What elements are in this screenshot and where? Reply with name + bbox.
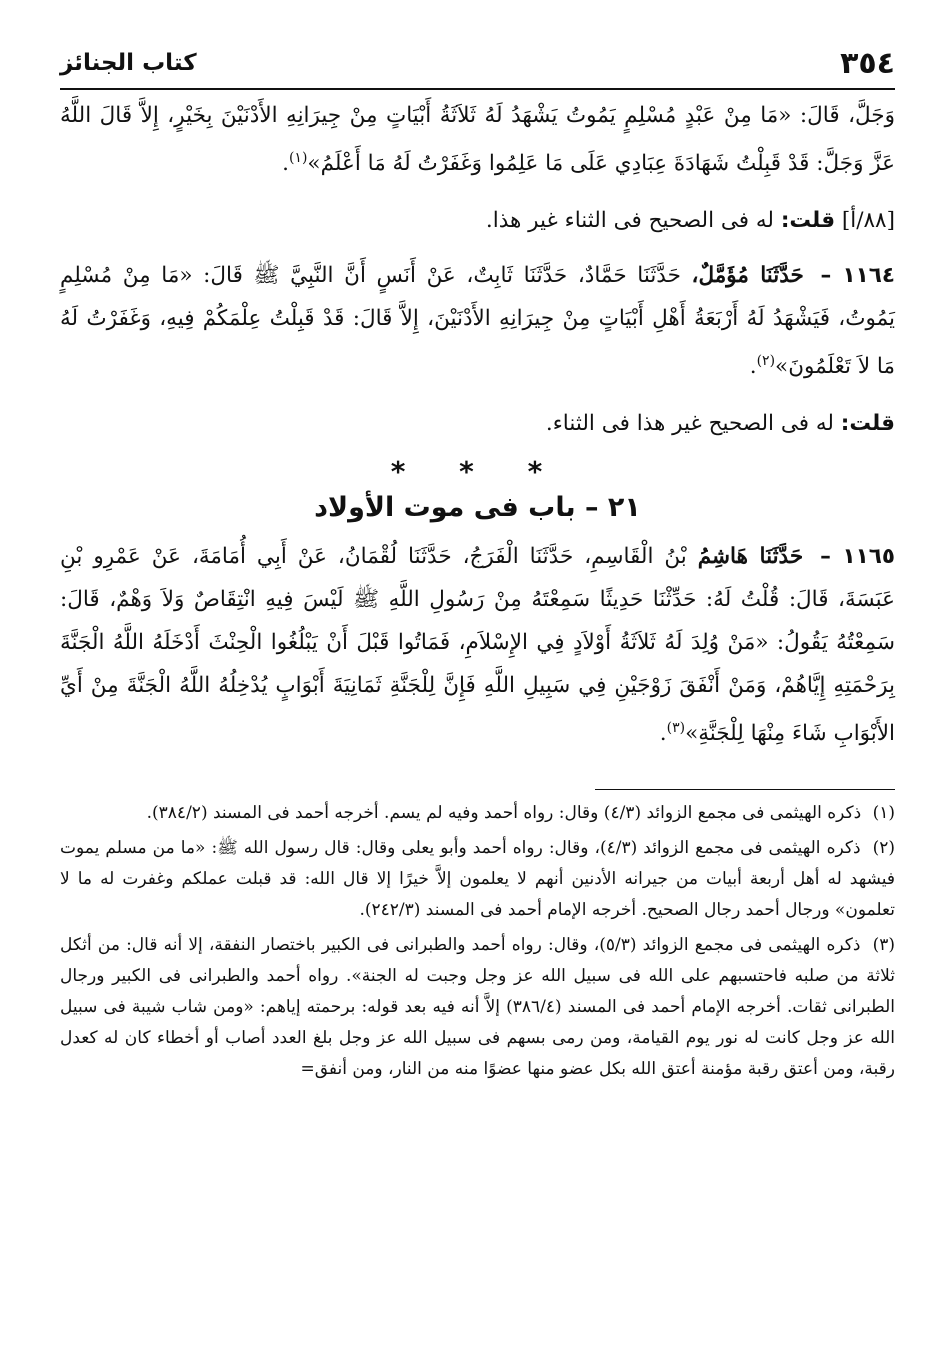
folio-marker: [٨٨/أ]	[841, 208, 895, 234]
footnote-text: ذكره الهيثمى فى مجمع الزوائد (٤/٣)، وقال: رواه أحمد وأبو يعلى وقال: قال رسول الله ﷺ: «ما من مسلم يموت فيشهد له أهل أربعة أبيات من جيرانه الأدنين أنهم لا يعلمون إلاَّ خيرًا إلا قال الله: قد قبلت عملكم وغفرت له ما لا تعلمون» ورجال أحمد رجال الصحيح. أخرجه الإمام أحمد فى المسند (٢٤٢/٣).	[60, 838, 895, 921]
paragraph-continued	[60, 94, 895, 185]
hadith-number: ١١٦٤ –	[820, 263, 896, 289]
chapter-heading: ٢١ – باب فى موت الأولاد	[314, 492, 641, 524]
footnote-ref: (٢)	[756, 353, 776, 370]
running-header	[60, 40, 895, 90]
paragraph-end: .	[282, 151, 289, 177]
document-page	[60, 40, 895, 1340]
hadith-1165	[60, 535, 895, 755]
footnote-1	[60, 798, 895, 829]
footnote-3	[60, 930, 895, 1085]
book-title: كتاب الجنائز	[60, 50, 197, 76]
hadith-number: ١١٦٥ –	[820, 544, 895, 570]
hadith-chain-start: حَدَّثَنَا مُؤَمَّلٌ،	[691, 263, 804, 289]
footnote-number: (١)	[872, 803, 895, 824]
hadith-text: حَدَّثَنَا حَمَّادٌ، حَدَّثَنَا ثَابِتٌ، عَنْ أَنَسٍ أَنَّ النَّبِيَّ ﷺ قَالَ: «مَا مِنْ مُسْلِمٍ يَمُوتُ، فَيَشْهَدُ لَهُ أَرْبَعَةُ أَهْلِ أَبْيَاتٍ مِنْ جِيرَانِهِ الأَدْنَيْنَ، إِلاَّ قَالَ: قَدْ قَبِلْتُ عِلْمَكُمْ فِيهِ، وَغَفَرْتُ لَهُ مَا لاَ تَعْلَمُونَ»	[60, 263, 895, 380]
section-separator: * * *	[390, 455, 565, 489]
note-text: له فى الصحيح فى الثناء غير هذا.	[485, 208, 774, 234]
footnote-divider	[595, 789, 895, 790]
footnote-number: (٣)	[872, 935, 895, 956]
page-number: ٣٥٤	[840, 46, 895, 81]
footnote-text: ذكره الهيثمى فى مجمع الزوائد (٤/٣) وقال: رواه أحمد وفيه لم يسم. أخرجه أحمد فى المسند (٣٨٤/٢).	[146, 803, 862, 824]
footnote-number: (٢)	[872, 838, 895, 859]
footnote-ref: (٣)	[666, 720, 686, 737]
editor-note	[60, 199, 895, 242]
paragraph-end: .	[749, 354, 757, 380]
note-label: قلت:	[840, 411, 895, 437]
paragraph-text: وَجَلَّ، قَالَ: «مَا مِنْ عَبْدٍ مُسْلِمٍ يَمُوتُ يَشْهَدُ لَهُ ثَلاَثَةُ أَبْيَاتٍ مِنْ جِيرَانِهِ الأَدْنَيْنَ بِخَيْرٍ، إِلاَّ قَالَ اللَّهُ عَزَّ وَجَلَّ: قَدْ قَبِلْتُ شَهَادَةَ عِبَادِي عَلَى مَا عَلِمُوا وَغَفَرْتُ لَهُ مَا أَعْلَمُ»	[60, 103, 895, 177]
paragraph-end: .	[659, 721, 667, 747]
note-label: قلت:	[780, 208, 836, 234]
footnote-text: ذكره الهيثمى فى مجمع الزوائد (٥/٣)، وقال: رواه أحمد والطبرانى فى الكبير باختصار النفقة، إلا أنه قال: من أثكل ثلاثة من صلبه فاحتسبهم على الله فى سبيل الله عز وجل وجبت له الجنة». رواه أحمد والطبرانى فى الكبير ورجال الطبرانى ثقات. أخرجه الإمام أحمد فى المسند (٣٨٦/٤) إلاَّ أنه فيه بعد قوله: برحمته إياهم: «ومن شاب شيبة فى سبيل الله عز وجل كانت له نور يوم القيامة، ومن رمى بسهم فى سبيل الله عز وجل بلغ العدد أصاب أو أخطاء كان له كعدل رقبة، ومن أعتق رقبة مؤمنة أعتق الله بكل عضو منها عضوًا منه من النار، ومن أنفق=	[60, 935, 896, 1080]
hadith-chain-start: حَدَّثَنَا هَاشِمُ	[697, 544, 804, 570]
hadith-1164	[60, 254, 895, 388]
footnote-ref: (١)	[288, 150, 308, 166]
note-text: له فى الصحيح غير هذا فى الثناء.	[545, 411, 834, 437]
editor-note	[60, 402, 895, 445]
footnote-2	[60, 833, 895, 926]
hadith-text: بْنُ الْقَاسِمِ، حَدَّثَنَا الْفَرَجُ، حَدَّثَنَا لُقْمَانُ، عَنْ أَبِي أُمَامَةَ، عَنْ عَمْرِو بْنِ عَبَسَةَ، قَالَ: قُلْتُ لَهُ: حَدِّثْنَا حَدِيثًا سَمِعْتَهُ مِنْ رَسُولِ اللَّهِ ﷺ لَيْسَ فِيهِ انْتِقَاصٌ وَلاَ وَهْمٌ، قَالَ: سَمِعْتُهُ يَقُولُ: «مَنْ وُلِدَ لَهُ ثَلاَثَةُ أَوْلاَدٍ فِي الإِسْلاَمِ، فَمَاتُوا قَبْلَ أَنْ يَبْلُغُوا الْحِنْثَ أَدْخَلَهُ اللَّهُ الْجَنَّةَ بِرَحْمَتِهِ إِيَّاهُمْ، وَمَنْ أَنْفَقَ زَوْجَيْنِ فِي سَبِيلِ اللَّهِ فَإِنَّ لِلْجَنَّةِ ثَمَانِيَةَ أَبْوَابٍ يُدْخِلُهُ اللَّهُ الْجَنَّةَ مِنْ أَيِّ الأَبْوَابِ شَاءَ مِنْهَا لِلْجَنَّةِ»	[60, 544, 895, 747]
